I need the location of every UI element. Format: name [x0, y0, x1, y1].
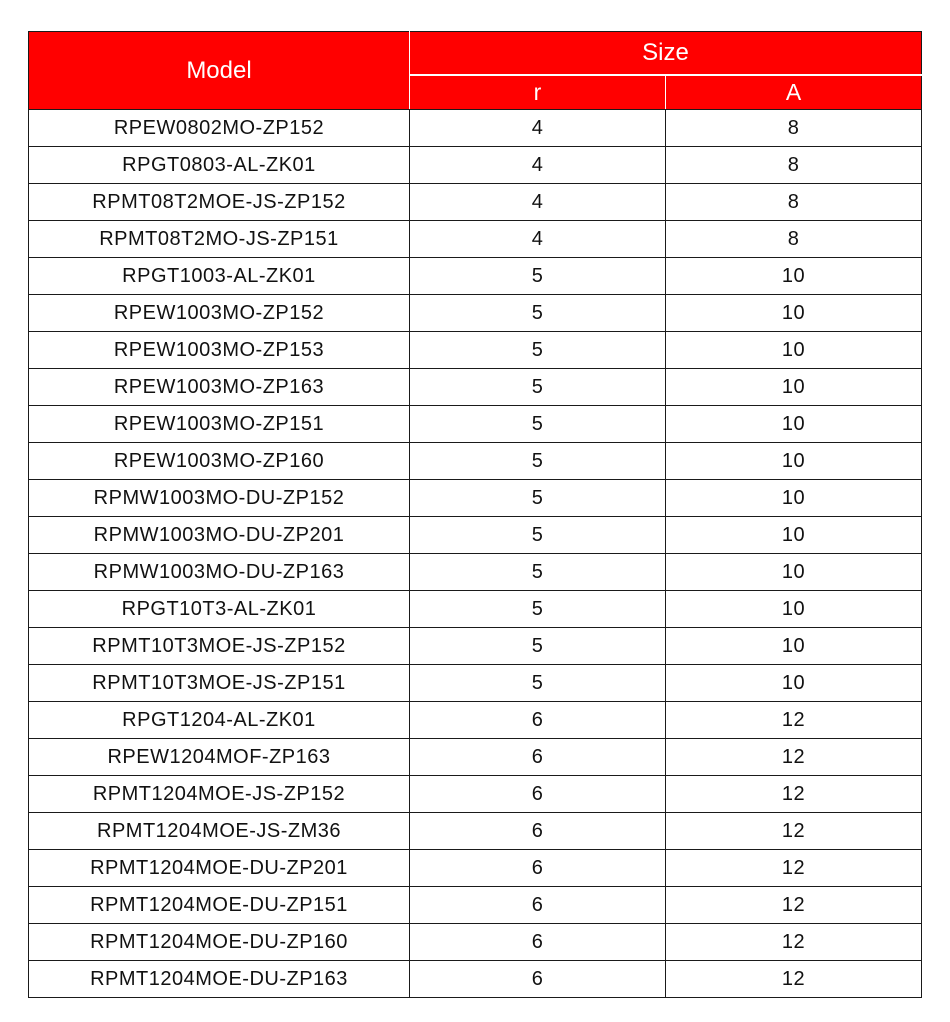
cell-model: RPEW1003MO-ZP152	[29, 295, 410, 332]
table-row	[29, 443, 922, 480]
cell-r: 4	[410, 110, 666, 147]
cell-a: 10	[666, 406, 922, 443]
table-row	[29, 591, 922, 628]
cell-model: RPMT1204MOE-DU-ZP201	[29, 850, 410, 887]
table-row	[29, 665, 922, 702]
cell-model: RPMW1003MO-DU-ZP201	[29, 517, 410, 554]
cell-model: RPMT10T3MOE-JS-ZP151	[29, 665, 410, 702]
cell-r: 4	[410, 147, 666, 184]
table-row	[29, 776, 922, 813]
cell-model: RPEW1003MO-ZP163	[29, 369, 410, 406]
cell-a: 12	[666, 850, 922, 887]
cell-model: RPEW1003MO-ZP151	[29, 406, 410, 443]
cell-a: 8	[666, 184, 922, 221]
table-row	[29, 221, 922, 258]
cell-model: RPMT1204MOE-JS-ZM36	[29, 813, 410, 850]
table-row	[29, 702, 922, 739]
cell-r: 6	[410, 739, 666, 776]
header-row-top	[29, 32, 922, 76]
cell-r: 5	[410, 665, 666, 702]
cell-r: 6	[410, 702, 666, 739]
cell-model: RPEW1003MO-ZP160	[29, 443, 410, 480]
cell-model: RPEW1003MO-ZP153	[29, 332, 410, 369]
cell-model: RPMT08T2MOE-JS-ZP152	[29, 184, 410, 221]
cell-a: 10	[666, 554, 922, 591]
cell-a: 12	[666, 776, 922, 813]
table-row	[29, 924, 922, 961]
cell-r: 5	[410, 332, 666, 369]
table-row	[29, 961, 922, 998]
cell-a: 8	[666, 110, 922, 147]
cell-r: 5	[410, 443, 666, 480]
cell-r: 5	[410, 369, 666, 406]
cell-a: 8	[666, 147, 922, 184]
cell-a: 12	[666, 961, 922, 998]
cell-a: 12	[666, 702, 922, 739]
table-row	[29, 813, 922, 850]
cell-r: 4	[410, 221, 666, 258]
cell-r: 5	[410, 295, 666, 332]
cell-r: 5	[410, 628, 666, 665]
cell-r: 5	[410, 258, 666, 295]
cell-r: 5	[410, 480, 666, 517]
cell-model: RPMW1003MO-DU-ZP152	[29, 480, 410, 517]
cell-r: 6	[410, 924, 666, 961]
cell-r: 6	[410, 887, 666, 924]
cell-a: 8	[666, 221, 922, 258]
cell-a: 12	[666, 739, 922, 776]
cell-a: 12	[666, 887, 922, 924]
table-row	[29, 517, 922, 554]
cell-a: 10	[666, 517, 922, 554]
cell-model: RPMT1204MOE-DU-ZP151	[29, 887, 410, 924]
cell-r: 5	[410, 591, 666, 628]
cell-a: 10	[666, 628, 922, 665]
cell-r: 6	[410, 776, 666, 813]
cell-r: 6	[410, 850, 666, 887]
cell-model: RPMT1204MOE-DU-ZP160	[29, 924, 410, 961]
cell-a: 10	[666, 295, 922, 332]
table-row	[29, 406, 922, 443]
model-size-table-container	[28, 31, 921, 998]
cell-a: 10	[666, 258, 922, 295]
table-row	[29, 332, 922, 369]
table-row	[29, 739, 922, 776]
cell-a: 10	[666, 443, 922, 480]
table-row	[29, 147, 922, 184]
table-row	[29, 295, 922, 332]
table-row	[29, 850, 922, 887]
cell-r: 4	[410, 184, 666, 221]
cell-model: RPGT1003-AL-ZK01	[29, 258, 410, 295]
cell-model: RPMT08T2MO-JS-ZP151	[29, 221, 410, 258]
cell-a: 10	[666, 665, 922, 702]
cell-a: 12	[666, 813, 922, 850]
cell-model: RPGT0803-AL-ZK01	[29, 147, 410, 184]
table-row	[29, 554, 922, 591]
table-row	[29, 887, 922, 924]
model-size-table	[28, 31, 922, 998]
cell-model: RPGT10T3-AL-ZK01	[29, 591, 410, 628]
table-row	[29, 184, 922, 221]
cell-model: RPEW1204MOF-ZP163	[29, 739, 410, 776]
cell-a: 10	[666, 332, 922, 369]
table-row	[29, 369, 922, 406]
header-size: Size	[410, 32, 922, 76]
cell-a: 10	[666, 591, 922, 628]
table-body	[29, 110, 922, 998]
cell-model: RPMT1204MOE-JS-ZP152	[29, 776, 410, 813]
cell-r: 5	[410, 517, 666, 554]
cell-r: 6	[410, 813, 666, 850]
cell-model: RPMT1204MOE-DU-ZP163	[29, 961, 410, 998]
cell-model: RPMW1003MO-DU-ZP163	[29, 554, 410, 591]
cell-r: 5	[410, 554, 666, 591]
header-r: r	[410, 75, 666, 110]
table-row	[29, 480, 922, 517]
header-model: Model	[29, 32, 410, 110]
cell-a: 12	[666, 924, 922, 961]
table-row	[29, 628, 922, 665]
table-row	[29, 258, 922, 295]
header-a: A	[666, 75, 922, 110]
table-row	[29, 110, 922, 147]
cell-a: 10	[666, 369, 922, 406]
cell-model: RPMT10T3MOE-JS-ZP152	[29, 628, 410, 665]
cell-r: 5	[410, 406, 666, 443]
cell-a: 10	[666, 480, 922, 517]
table-header	[29, 32, 922, 110]
cell-model: RPEW0802MO-ZP152	[29, 110, 410, 147]
cell-model: RPGT1204-AL-ZK01	[29, 702, 410, 739]
cell-r: 6	[410, 961, 666, 998]
